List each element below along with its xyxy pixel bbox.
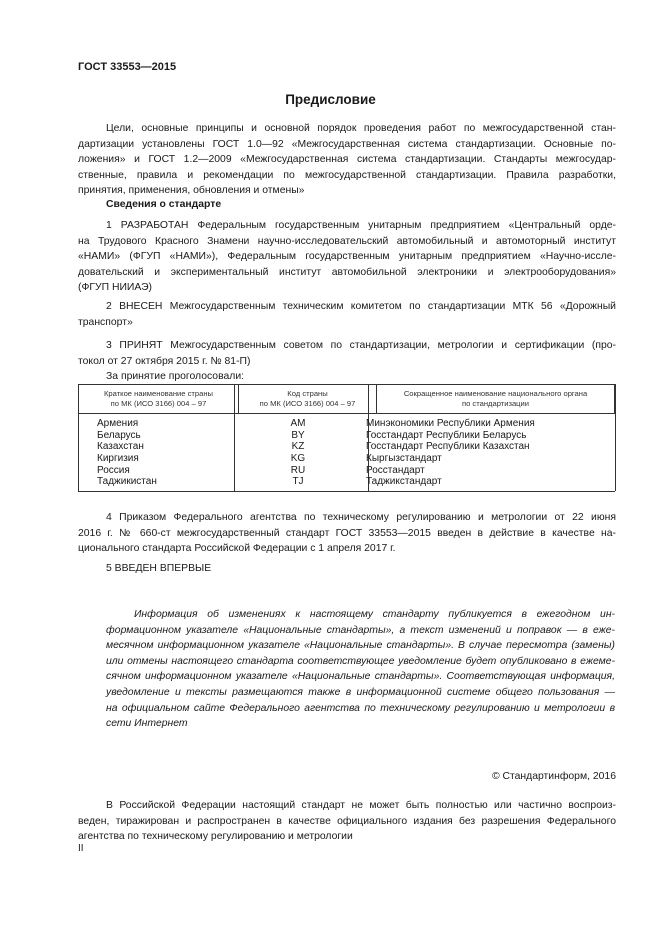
item-1-paragraph bbox=[78, 218, 616, 296]
column-header-country bbox=[79, 385, 239, 414]
column-header-code bbox=[239, 385, 377, 414]
voting-table-header bbox=[78, 384, 615, 414]
cell-code: TJ bbox=[292, 476, 304, 488]
text-line: 4 Приказом Федерального агентства по техническому регулированию и метрологии от 22 июня bbox=[106, 512, 616, 523]
table-border bbox=[78, 491, 615, 492]
cell-country: Армения bbox=[97, 418, 139, 429]
cell-body: Кыргызстандарт bbox=[366, 453, 442, 465]
text-line: уведомление и тексты размещаются также в информационной системе общего пользования — bbox=[106, 686, 615, 698]
intro-paragraph bbox=[78, 121, 616, 199]
text-line: В Российской Федерации настоящий стандарт не может быть полностью или частично воспроиз- bbox=[106, 800, 616, 811]
cell-body: Росстандарт bbox=[366, 464, 425, 476]
text-line: на Трудового Красного Знамени научно-исследовательский автомобильный и автомоторный институт bbox=[78, 235, 616, 247]
header-line: по стандартизации bbox=[461, 399, 530, 408]
text-line: 3 ПРИНЯТ Межгосударственным советом по стандартизации, метрологии и сертификации (про- bbox=[106, 340, 616, 351]
table-border bbox=[615, 384, 616, 491]
info-notice bbox=[106, 607, 615, 732]
vote-label: За принятие проголосовали: bbox=[106, 371, 245, 383]
document-header: ГОСТ 33553—2015 bbox=[78, 61, 177, 73]
cell-body: Госстандарт Республики Беларусь bbox=[366, 429, 527, 441]
text-line: «НАМИ» (ФГУП «НАМИ»), Федеральным государственным унитарным предприятием «Научно-иссле- bbox=[78, 251, 616, 263]
cell-code: BY bbox=[291, 429, 305, 441]
cell-country: Киргизия bbox=[97, 453, 139, 465]
text-line: или отмены настоящего стандарта соответствующее уведомление будет опубликовано в ежеме- bbox=[106, 655, 615, 667]
text-line: ственные, правила и рекомендации по межгосударственной стандартизации. Правила разработки, bbox=[78, 169, 616, 181]
text-line: формационном указателе «Национальные стандарты», а текст изменений и поправок — в еже- bbox=[106, 624, 615, 636]
cell-code: AM bbox=[290, 418, 306, 429]
text-line: ционального стандарта Российской Федерации с 1 апреля 2017 г. bbox=[78, 543, 396, 555]
text-line: токол от 27 октября 2015 г. № 81-П) bbox=[78, 355, 251, 367]
header-line: Сокращенное наименование национального органа bbox=[403, 389, 588, 398]
table-row bbox=[78, 441, 615, 453]
cell-body: Минэкономики Республики Армения bbox=[366, 418, 535, 429]
header-line: по МК (ИСО 3166) 004 – 97 bbox=[110, 399, 207, 408]
text-line: ложения» и ГОСТ 1.2—2009 «Межгосударственная система стандартизации. Стандарты межгосудар- bbox=[78, 154, 616, 166]
text-line: (ФГУП НИИАЭ) bbox=[78, 282, 153, 294]
text-line: агентства по техническому регулированию и метрологии bbox=[78, 831, 353, 843]
text-line: сячном информационном указателе «Национальные стандарты». Соответствующая информация, bbox=[106, 671, 615, 683]
footer-paragraph bbox=[78, 798, 616, 845]
item-2-paragraph bbox=[78, 299, 616, 330]
item-4-paragraph bbox=[78, 510, 616, 557]
cell-body: Таджикстандарт bbox=[366, 476, 442, 488]
text-line: 2 ВНЕСЕН Межгосударственным техническим комитетом по стандартизации МТК 56 «Дорожный bbox=[106, 301, 616, 312]
table-row bbox=[78, 476, 615, 488]
column-header-body bbox=[377, 385, 615, 414]
cell-code: KG bbox=[290, 453, 306, 465]
cell-code: KZ bbox=[291, 441, 305, 453]
page-number: II bbox=[78, 843, 84, 854]
table-row bbox=[78, 465, 615, 477]
text-line: на официальном сайте Федерального агентства по техническому регулированию и метрологии в bbox=[106, 702, 615, 714]
table-row bbox=[78, 418, 615, 430]
text-line: сети Интернет bbox=[106, 718, 188, 730]
text-line: транспорт» bbox=[78, 316, 133, 328]
table-row bbox=[78, 453, 615, 465]
text-line: дартизации установлены ГОСТ 1.0—92 «Межгосударственная система стандартизации. Основные по- bbox=[78, 138, 616, 150]
text-line: Цели, основные принципы и основной порядок проведения работ по межгосударственной стан- bbox=[106, 123, 616, 134]
cell-country: Казахстан bbox=[97, 441, 144, 453]
text-line: принятия, применения, обновления и отмены» bbox=[78, 185, 305, 197]
voting-table-body bbox=[78, 418, 615, 488]
text-line: 2016 г. № 660-ст межгосударственный стандарт ГОСТ 33553—2015 введен в действие в качестве на- bbox=[78, 527, 616, 539]
text-line: 1 РАЗРАБОТАН Федеральным государственным унитарным предприятием «Центральный орде- bbox=[106, 220, 616, 231]
section-subtitle: Сведения о стандарте bbox=[106, 199, 222, 210]
header-line: Код страны bbox=[287, 389, 328, 398]
text-line: довательский и экспериментальный институт автомобильной электроники и электрооборудования» bbox=[78, 266, 616, 278]
table-row bbox=[78, 430, 615, 442]
header-line: по МК (ИСО 3166) 004 – 97 bbox=[259, 399, 356, 408]
copyright: © Стандартинформ, 2016 bbox=[491, 771, 616, 782]
cell-body: Госстандарт Республики Казахстан bbox=[366, 441, 530, 453]
text-line: месячном информационном указателе «Национальные стандарты». В случае пересмотра (замены) bbox=[106, 640, 615, 652]
page-title: Предисловие bbox=[285, 92, 376, 107]
item-3-paragraph bbox=[78, 338, 616, 385]
item-5-paragraph: 5 ВВЕДЕН ВПЕРВЫЕ bbox=[106, 563, 212, 574]
cell-country: Таджикистан bbox=[97, 476, 157, 488]
cell-country: Беларусь bbox=[97, 429, 141, 441]
cell-country: Россия bbox=[97, 464, 130, 476]
text-line: Информация об изменениях к настоящему стандарту публикуется в ежегодном ин- bbox=[134, 609, 615, 620]
cell-code: RU bbox=[290, 464, 306, 476]
text-line: веден, тиражирован и распространен в качестве официального издания без разрешения Федерального bbox=[78, 815, 616, 827]
header-line: Краткое наименование страны bbox=[104, 389, 213, 398]
